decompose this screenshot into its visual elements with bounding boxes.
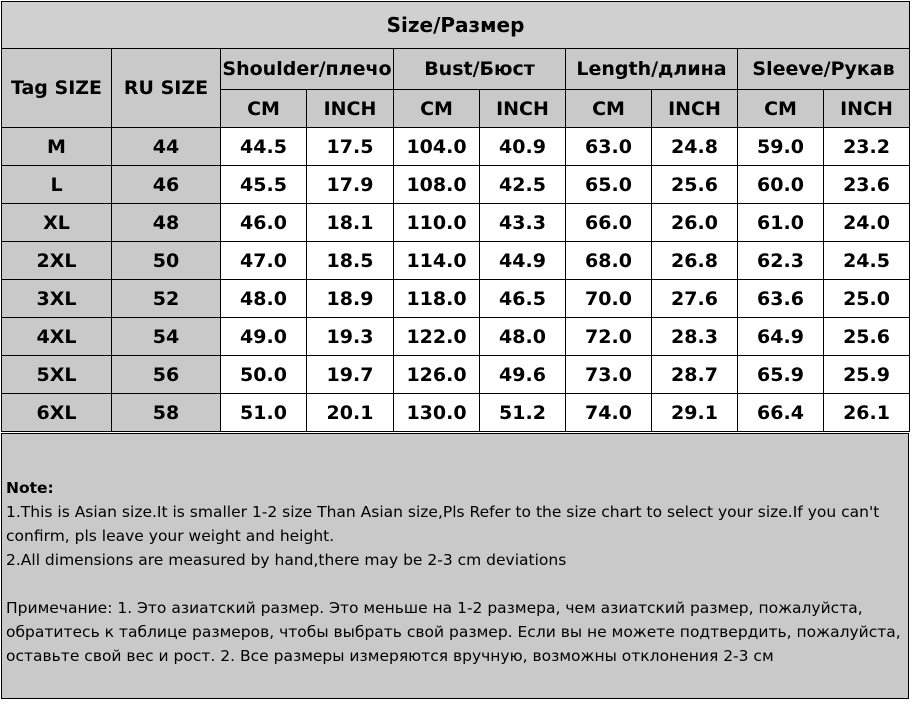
sleeve-cm-cell: 64.9 [738, 318, 824, 356]
bust-cm-cell: 108.0 [394, 166, 480, 204]
ru-size-cell: 56 [112, 356, 221, 394]
sleeve-inch-cell: 25.6 [824, 318, 910, 356]
bust-cm-cell: 122.0 [394, 318, 480, 356]
shoulder-inch-cell: 17.5 [307, 128, 394, 166]
length-inch-cell: 25.6 [652, 166, 738, 204]
sleeve-inch-cell: 25.0 [824, 280, 910, 318]
length-inch-cell: 29.1 [652, 394, 738, 432]
table-row [2, 356, 910, 394]
title-row [2, 2, 910, 49]
bust-inch-cell: 48.0 [480, 318, 566, 356]
unit-bust-cm: CM [394, 90, 480, 128]
note-line-2: 2.All dimensions are measured by hand,there may be 2-3 cm deviations [6, 551, 567, 569]
header-bust: Bust/Бюст [394, 49, 566, 90]
shoulder-cm-cell: 44.5 [221, 128, 307, 166]
bust-inch-cell: 43.3 [480, 204, 566, 242]
header-tag-size: Tag SIZE [2, 49, 112, 128]
length-inch-cell: 24.8 [652, 128, 738, 166]
sleeve-cm-cell: 63.6 [738, 280, 824, 318]
bust-cm-cell: 130.0 [394, 394, 480, 432]
bottom-strip [0, 699, 912, 714]
length-cm-cell: 72.0 [566, 318, 652, 356]
shoulder-cm-cell: 51.0 [221, 394, 307, 432]
length-inch-cell: 26.8 [652, 242, 738, 280]
sleeve-inch-cell: 25.9 [824, 356, 910, 394]
unit-shoulder-cm: CM [221, 90, 307, 128]
unit-sleeve-cm: CM [738, 90, 824, 128]
table-row [2, 242, 910, 280]
unit-length-inch: INCH [652, 90, 738, 128]
note-line-1: 1.This is Asian size.It is smaller 1-2 size Than Asian size,Pls Refer to the size chart to select your size.If you can't confirm, pls leave your weight and height. [6, 503, 880, 545]
ru-size-cell: 46 [112, 166, 221, 204]
bust-cm-cell: 126.0 [394, 356, 480, 394]
tag-size-cell: 4XL [2, 318, 112, 356]
unit-bust-inch: INCH [480, 90, 566, 128]
length-inch-cell: 28.3 [652, 318, 738, 356]
header-shoulder: Shoulder/плечо [221, 49, 394, 90]
unit-sleeve-inch: INCH [824, 90, 910, 128]
tag-size-cell: M [2, 128, 112, 166]
shoulder-inch-cell: 18.1 [307, 204, 394, 242]
bust-inch-cell: 51.2 [480, 394, 566, 432]
sleeve-cm-cell: 60.0 [738, 166, 824, 204]
unit-length-cm: CM [566, 90, 652, 128]
table-row [2, 166, 910, 204]
ru-size-cell: 54 [112, 318, 221, 356]
shoulder-cm-cell: 45.5 [221, 166, 307, 204]
length-cm-cell: 65.0 [566, 166, 652, 204]
length-inch-cell: 28.7 [652, 356, 738, 394]
length-cm-cell: 73.0 [566, 356, 652, 394]
unit-shoulder-inch: INCH [307, 90, 394, 128]
ru-size-cell: 50 [112, 242, 221, 280]
length-cm-cell: 68.0 [566, 242, 652, 280]
table-row [2, 204, 910, 242]
tag-size-cell: 6XL [2, 394, 112, 432]
bust-cm-cell: 110.0 [394, 204, 480, 242]
length-cm-cell: 66.0 [566, 204, 652, 242]
bust-inch-cell: 44.9 [480, 242, 566, 280]
note-label: Note: [6, 479, 54, 497]
sleeve-inch-cell: 26.1 [824, 394, 910, 432]
table-row [2, 318, 910, 356]
size-table [1, 1, 910, 432]
ru-size-cell: 52 [112, 280, 221, 318]
length-inch-cell: 26.0 [652, 204, 738, 242]
tag-size-cell: 5XL [2, 356, 112, 394]
header-length: Length/длина [566, 49, 738, 90]
header-ru-size: RU SIZE [112, 49, 221, 128]
bust-inch-cell: 40.9 [480, 128, 566, 166]
tag-size-cell: 3XL [2, 280, 112, 318]
shoulder-cm-cell: 48.0 [221, 280, 307, 318]
length-cm-cell: 70.0 [566, 280, 652, 318]
sleeve-cm-cell: 66.4 [738, 394, 824, 432]
bust-cm-cell: 114.0 [394, 242, 480, 280]
ru-size-cell: 44 [112, 128, 221, 166]
notes-panel [1, 433, 909, 699]
shoulder-inch-cell: 19.7 [307, 356, 394, 394]
sleeve-cm-cell: 61.0 [738, 204, 824, 242]
table-row [2, 394, 910, 432]
ru-size-cell: 58 [112, 394, 221, 432]
shoulder-inch-cell: 18.5 [307, 242, 394, 280]
shoulder-inch-cell: 19.3 [307, 318, 394, 356]
sleeve-inch-cell: 23.6 [824, 166, 910, 204]
header-row-groups [2, 49, 910, 90]
shoulder-inch-cell: 20.1 [307, 394, 394, 432]
sleeve-inch-cell: 24.0 [824, 204, 910, 242]
sleeve-cm-cell: 59.0 [738, 128, 824, 166]
tag-size-cell: L [2, 166, 112, 204]
bust-cm-cell: 118.0 [394, 280, 480, 318]
sleeve-cm-cell: 65.9 [738, 356, 824, 394]
tag-size-cell: XL [2, 204, 112, 242]
table-row [2, 128, 910, 166]
shoulder-cm-cell: 47.0 [221, 242, 307, 280]
tag-size-cell: 2XL [2, 242, 112, 280]
shoulder-cm-cell: 46.0 [221, 204, 307, 242]
bust-inch-cell: 46.5 [480, 280, 566, 318]
shoulder-inch-cell: 18.9 [307, 280, 394, 318]
length-inch-cell: 27.6 [652, 280, 738, 318]
sleeve-inch-cell: 23.2 [824, 128, 910, 166]
length-cm-cell: 63.0 [566, 128, 652, 166]
table-title: Size/Размер [2, 2, 910, 49]
bust-cm-cell: 104.0 [394, 128, 480, 166]
header-sleeve: Sleeve/Рукав [738, 49, 910, 90]
note-russian: Примечание: 1. Это азиатский размер. Это меньше на 1-2 размера, чем азиатский размер, пожалуйста, обратитесь к таблице размеров, чтобы выбрать свой размер. Если вы не можете подтвердить, пожалуйста, оставьте свой вес и рост. 2. Все размеры измеряются вручную, возможны отклонения 2-3 см [6, 599, 901, 665]
bust-inch-cell: 49.6 [480, 356, 566, 394]
length-cm-cell: 74.0 [566, 394, 652, 432]
table-row [2, 280, 910, 318]
ru-size-cell: 48 [112, 204, 221, 242]
shoulder-inch-cell: 17.9 [307, 166, 394, 204]
shoulder-cm-cell: 50.0 [221, 356, 307, 394]
sleeve-inch-cell: 24.5 [824, 242, 910, 280]
sleeve-cm-cell: 62.3 [738, 242, 824, 280]
bust-inch-cell: 42.5 [480, 166, 566, 204]
shoulder-cm-cell: 49.0 [221, 318, 307, 356]
